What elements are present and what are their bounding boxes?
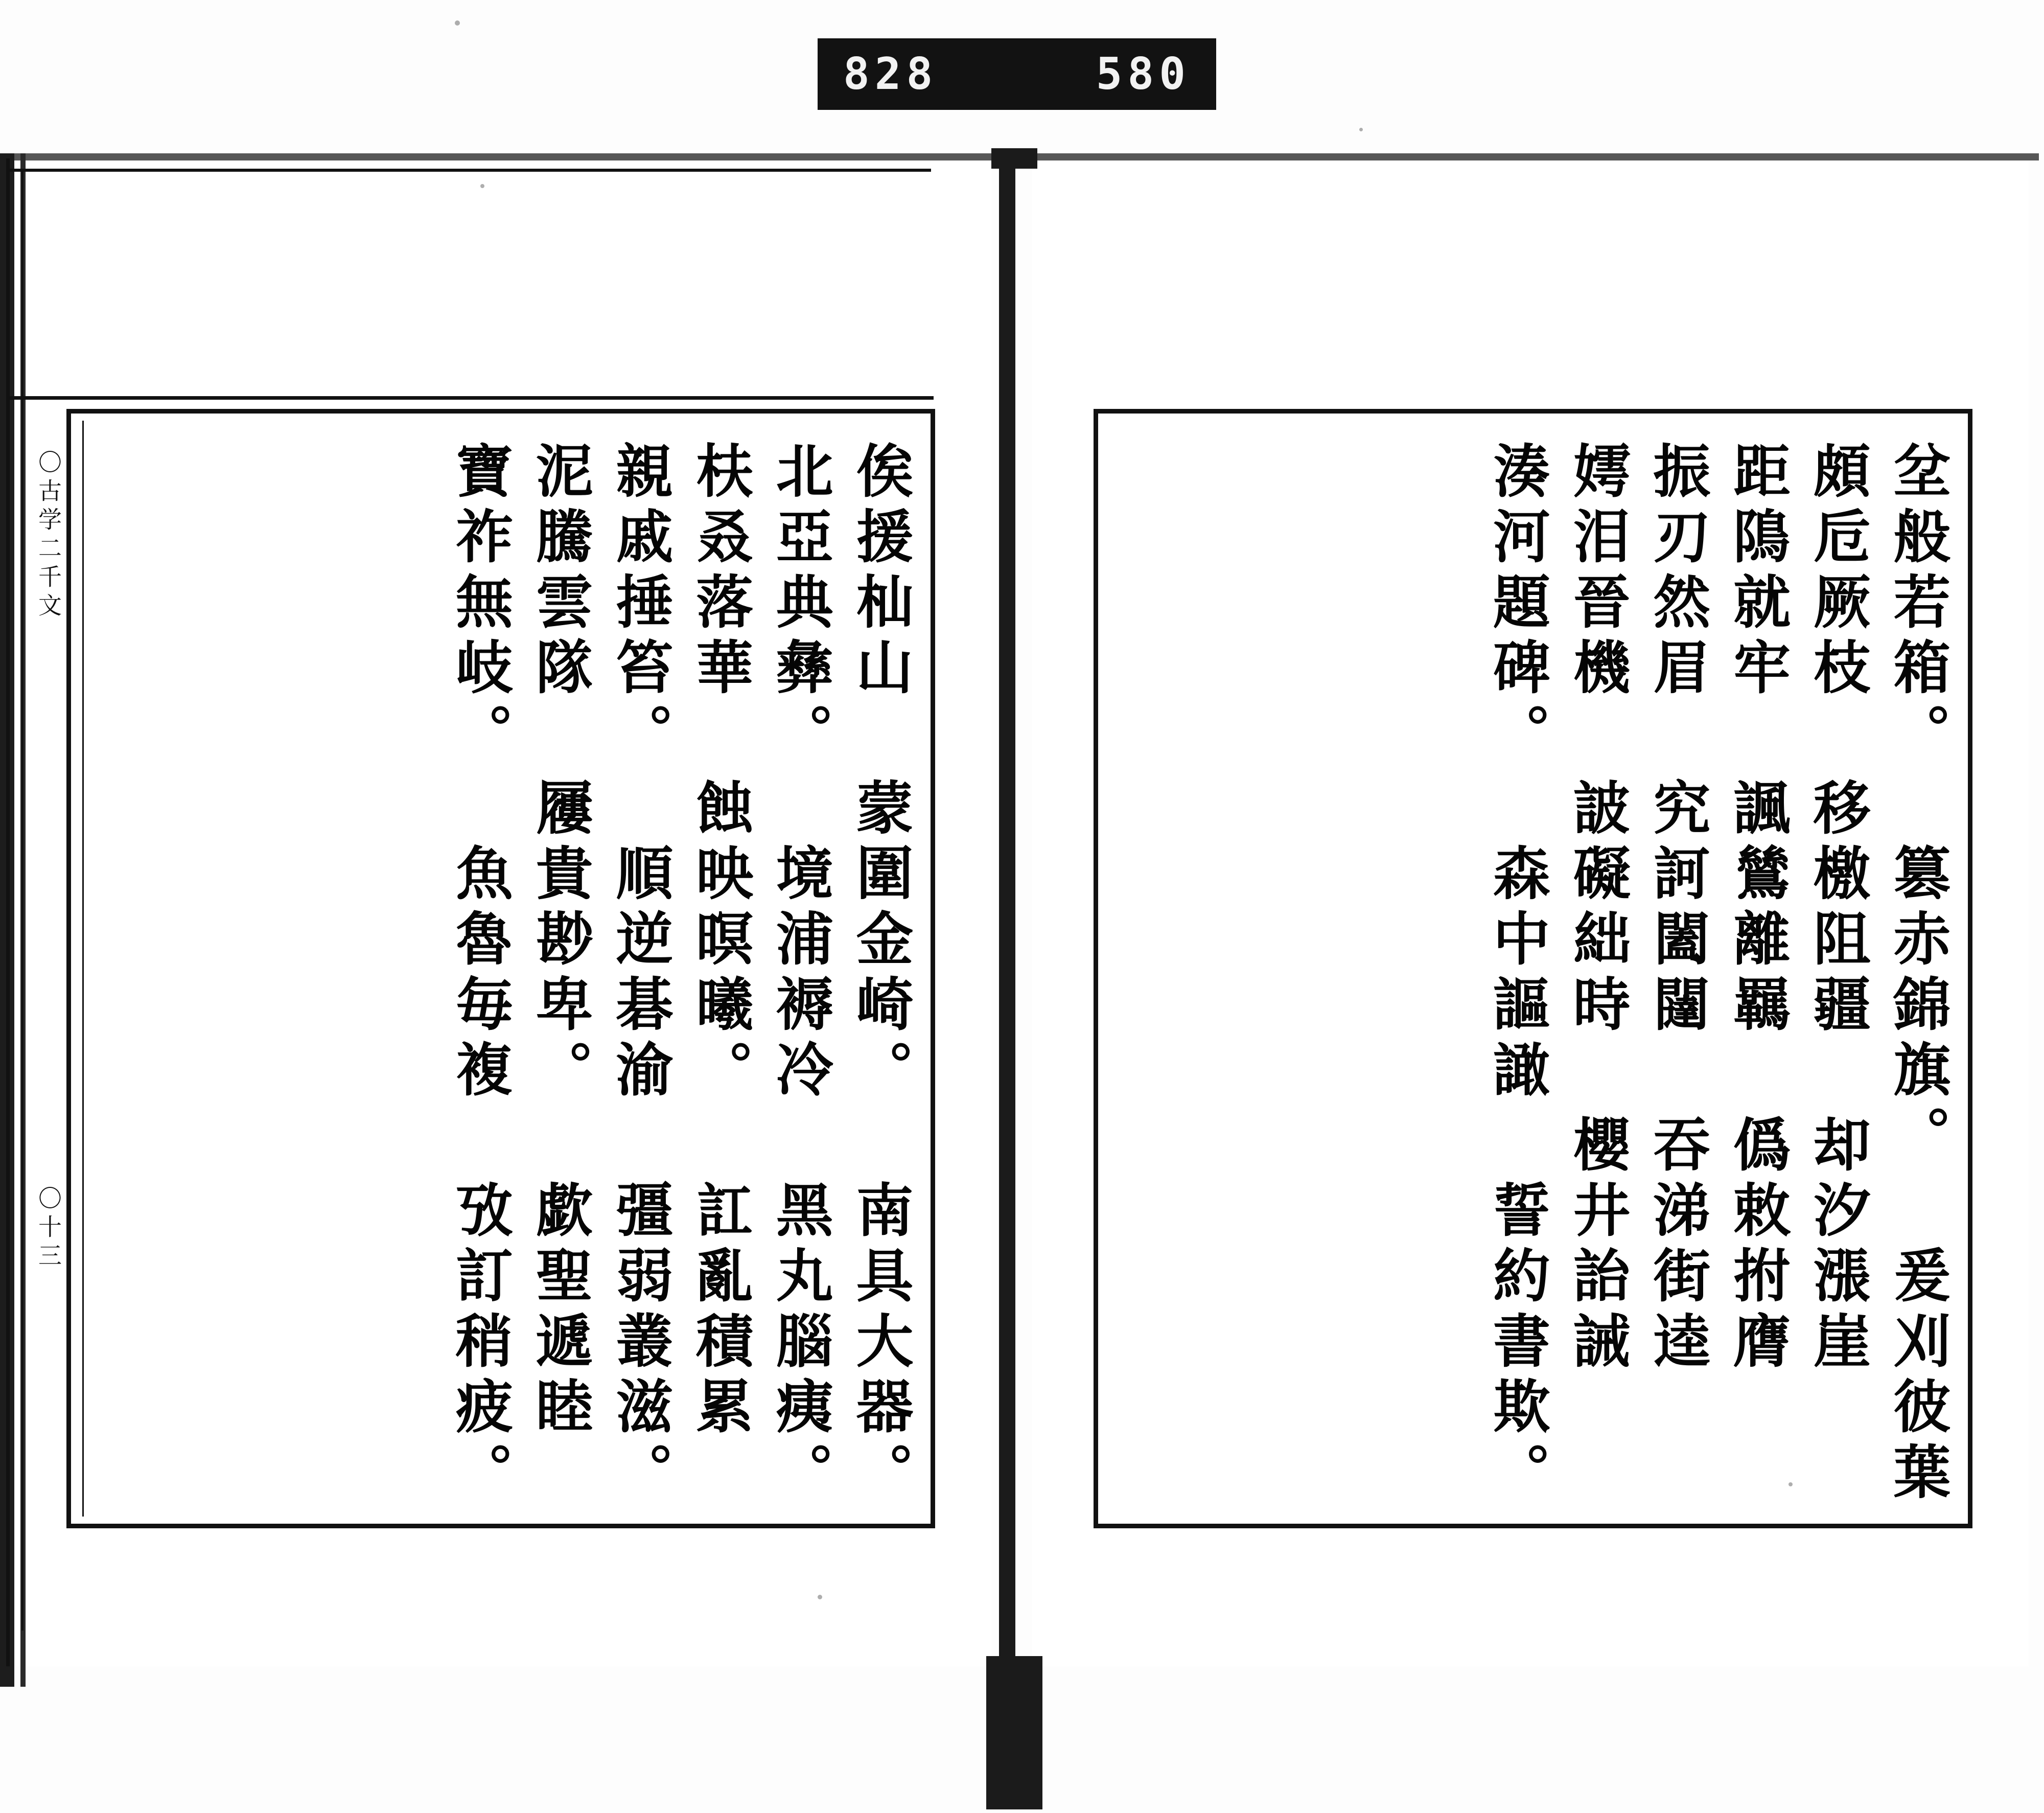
margin-rule-inner <box>21 169 24 1631</box>
text-column: 振刃然眉 究訶闔闥 吞涕街逵 <box>1643 441 1711 1376</box>
scan-speck <box>1788 1482 1793 1486</box>
verso-text-frame <box>66 409 935 1528</box>
recto-text-frame <box>1094 409 1972 1528</box>
film-number-right: 580 <box>1096 49 1191 100</box>
microfilm-header <box>818 38 1216 110</box>
scan-speck <box>818 1595 822 1599</box>
scan-speck <box>480 184 484 188</box>
margin-rule-top <box>6 169 931 172</box>
margin-rule-header <box>6 396 934 400</box>
text-column: 親戚捶笞。 順逆碁渝 彊弱叢滋。 <box>606 441 673 1507</box>
binding-gutter <box>999 148 1015 1671</box>
recto-columns <box>1098 414 1968 1524</box>
text-column: 坌般若箱。 篡赤錦旗。 爰刈彼葉 <box>1884 441 1951 1507</box>
text-column: 頗卮厥枝 移檄阻疆 却汐漲崖 <box>1804 441 1871 1376</box>
text-column: 北亞典彝。 境浦褥冷 黑丸腦痍。 <box>766 441 834 1507</box>
text-column: 湊河題碑。 森中謳譀 誓約書欺。 <box>1483 441 1551 1507</box>
scan-speck <box>1359 128 1363 131</box>
margin-title-label: 〇古学二千文 <box>35 450 62 622</box>
page-number-label: 〇十三 <box>35 1186 62 1272</box>
text-column: 泥騰雲隊 屨貴尠卑。 歔聖遞睦 <box>526 441 594 1442</box>
film-number-left: 828 <box>843 49 938 100</box>
binding-gutter-foot <box>986 1656 1042 1809</box>
text-column: 寶祚無岐。 魚魯毎複 攷訂稍疲。 <box>446 441 514 1507</box>
margin-rule-outer <box>6 158 10 1666</box>
text-column: 嫮泪晉機 詖礙絀時 櫻井詒誡 <box>1564 441 1631 1376</box>
text-column: 枎叒落華 蝕映暝曦。 訌亂積累 <box>686 441 754 1442</box>
text-column: 距隝就牢 諷鷥離羈 僞敕拊膺 <box>1724 441 1791 1376</box>
text-column: 俟援杣山 蒙圍金崎。 南具大器。 <box>847 441 914 1507</box>
scan-speck <box>455 20 460 26</box>
verso-columns <box>71 414 931 1524</box>
